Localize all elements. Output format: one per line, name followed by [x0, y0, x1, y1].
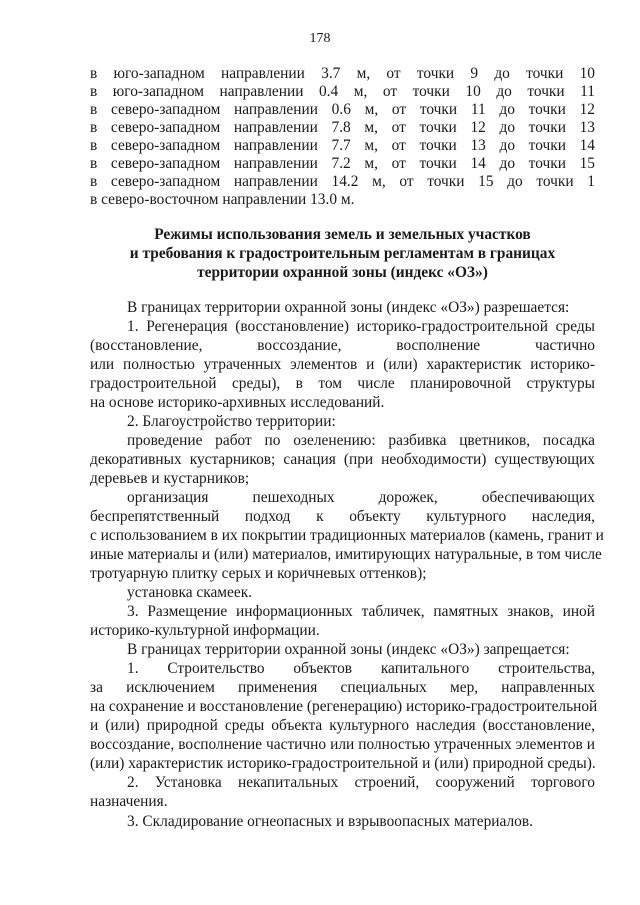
paragraph-line: В границах территории охранной зоны (индекс «ОЗ») запрещается: — [127, 641, 570, 658]
paragraph-line: воссоздание, восполнение частично или полностью утраченных элементов и — [90, 736, 595, 753]
paragraph-line: историко-культурной информации. — [90, 622, 320, 639]
paragraph-line: установка скамеек. — [127, 584, 253, 601]
direction-line: в северо-западном направлении 7.7 м, от точки 13 до точки 14 — [90, 137, 595, 154]
section-heading-line: Режимы использования земель и земельных участков — [154, 226, 531, 243]
paragraph-line: 3. Размещение информационных табличек, памятных знаков, иной — [127, 603, 595, 620]
paragraph-line: проведение работ по озеленению: разбивка цветников, посадка — [127, 432, 595, 449]
paragraph-line: тротуарную плитку серых и коричневых оттенков); — [90, 565, 427, 582]
paragraph-line: 2. Благоустройство территории: — [127, 413, 336, 430]
paragraph-line: назначения. — [90, 793, 168, 810]
paragraph-line: на основе историко-архивных исследований. — [90, 394, 385, 411]
direction-line: в северо-западном направлении 7.8 м, от точки 12 до точки 13 — [90, 119, 595, 136]
paragraph-line: с использованием в их покрытии традиционных материалов (камень, гранит и — [90, 527, 604, 544]
section-heading-line: территории охранной зоны (индекс «ОЗ») — [197, 264, 488, 281]
direction-line: в северо-восточном направлении 13.0 м. — [90, 191, 355, 208]
paragraph-line: или полностью утраченных элементов и (или) характеристик историко- — [90, 356, 595, 373]
paragraph-line: В границах территории охранной зоны (индекс «ОЗ») разрешается: — [127, 299, 570, 316]
paragraph-line: (или) характеристик историко-градостроительной и (или) природной среды). — [90, 755, 596, 772]
direction-line: в северо-западном направлении 14.2 м, от точки 15 до точки 1 — [90, 173, 595, 190]
direction-line: в северо-западном направлении 7.2 м, от точки 14 до точки 15 — [90, 155, 595, 172]
paragraph-line: 2. Установка некапитальных строений, сооружений торгового — [127, 774, 595, 791]
section-heading-line: и требования к градостроительным регламентам в границах — [129, 245, 556, 262]
paragraph-line: деревьев и кустарников; — [90, 470, 250, 487]
paragraph-line: и (или) природной среды объекта культурного наследия (восстановление, — [90, 717, 595, 734]
paragraph-line: 1. Регенерация (восстановление) историко-градостроительной среды — [127, 318, 595, 335]
paragraph-line: 3. Складирование огнеопасных и взрывоопасных материалов. — [127, 813, 533, 830]
paragraph-line: за исключением применения специальных мер, направленных — [90, 679, 595, 696]
paragraph-line: на сохранение и восстановление (регенерацию) историко-градостроительной — [90, 698, 598, 715]
paragraph-line: градостроительной среды), в том числе планировочной структуры — [90, 375, 595, 392]
paragraph-line: беспрепятственный подход к объекту культурного наследия, — [90, 508, 595, 525]
direction-line: в юго-западном направлении 0.4 м, от точки 10 до точки 11 — [90, 83, 595, 100]
direction-line: в северо-западном направлении 0.6 м, от точки 11 до точки 12 — [90, 101, 595, 118]
paragraph-line: (восстановление, воссоздание, восполнение частично — [90, 337, 595, 354]
paragraph-line: организация пешеходных дорожек, обеспечивающих — [127, 489, 595, 506]
paragraph-line: декоративных кустарников; санация (при необходимости) существующих — [90, 451, 595, 468]
paragraph-line: иные материалы и (или) материалов, имитирующих натуральные, в том числе — [90, 546, 602, 563]
direction-line: в юго-западном направлении 3.7 м, от точки 9 до точки 10 — [90, 65, 595, 82]
page-number: 178 — [309, 31, 331, 46]
paragraph-line: 1. Строительство объектов капитального строительства, — [127, 660, 595, 677]
